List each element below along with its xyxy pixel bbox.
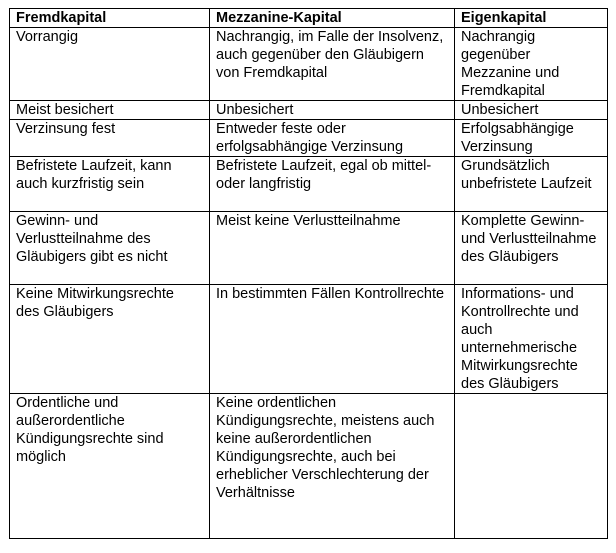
cell-mezzanine-kapital: Nachrangig, im Falle der Insolvenz, auch gegenüber den Gläubigern von Fremdkapital bbox=[210, 28, 455, 101]
cell-fremdkapital: Vorrangig bbox=[10, 28, 210, 101]
table-row bbox=[10, 394, 608, 539]
cell-fremdkapital: Gewinn- und Verlustteilnahme des Gläubigers gibt es nicht bbox=[10, 212, 210, 285]
cell-eigenkapital: Nachrangig gegenüber Mezzanine und Fremdkapital bbox=[455, 28, 608, 101]
cell-mezzanine-kapital: Befristete Laufzeit, egal ob mittel- oder langfristig bbox=[210, 157, 455, 212]
cell-eigenkapital bbox=[455, 394, 608, 539]
header-row bbox=[10, 9, 608, 28]
cell-mezzanine-kapital: Unbesichert bbox=[210, 101, 455, 120]
comparison-table bbox=[9, 8, 608, 539]
cell-eigenkapital: Informations- und Kontrollrechte und auch unternehmerische Mitwirkungsrechte des Gläubigers bbox=[455, 285, 608, 394]
cell-fremdkapital: Keine Mitwirkungsrechte des Gläubigers bbox=[10, 285, 210, 394]
cell-mezzanine-kapital: Keine ordentlichen Kündigungsrechte, meistens auch keine außerordentlichen Kündigungsrechte, auch bei erheblicher Verschlechterung der Verhältnisse bbox=[210, 394, 455, 539]
cell-mezzanine-kapital: Meist keine Verlustteilnahme bbox=[210, 212, 455, 285]
header-fremdkapital: Fremdkapital bbox=[10, 9, 210, 28]
table-row bbox=[10, 101, 608, 120]
header-mezzanine-kapital: Mezzanine-Kapital bbox=[210, 9, 455, 28]
cell-fremdkapital: Meist besichert bbox=[10, 101, 210, 120]
cell-eigenkapital: Unbesichert bbox=[455, 101, 608, 120]
cell-mezzanine-kapital: Entweder feste oder erfolgsabhängige Verzinsung bbox=[210, 120, 455, 157]
header-eigenkapital: Eigenkapital bbox=[455, 9, 608, 28]
table-row bbox=[10, 285, 608, 394]
cell-eigenkapital: Erfolgsabhängige Verzinsung bbox=[455, 120, 608, 157]
cell-fremdkapital: Ordentliche und außerordentliche Kündigungsrechte sind möglich bbox=[10, 394, 210, 539]
cell-mezzanine-kapital: In bestimmten Fällen Kontrollrechte bbox=[210, 285, 455, 394]
table-row bbox=[10, 157, 608, 212]
cell-fremdkapital: Verzinsung fest bbox=[10, 120, 210, 157]
table-row bbox=[10, 120, 608, 157]
cell-eigenkapital: Grundsätzlich unbefristete Laufzeit bbox=[455, 157, 608, 212]
cell-eigenkapital: Komplette Gewinn- und Verlustteilnahme des Gläubigers bbox=[455, 212, 608, 285]
table-row bbox=[10, 28, 608, 101]
cell-fremdkapital: Befristete Laufzeit, kann auch kurzfristig sein bbox=[10, 157, 210, 212]
table-row bbox=[10, 212, 608, 285]
